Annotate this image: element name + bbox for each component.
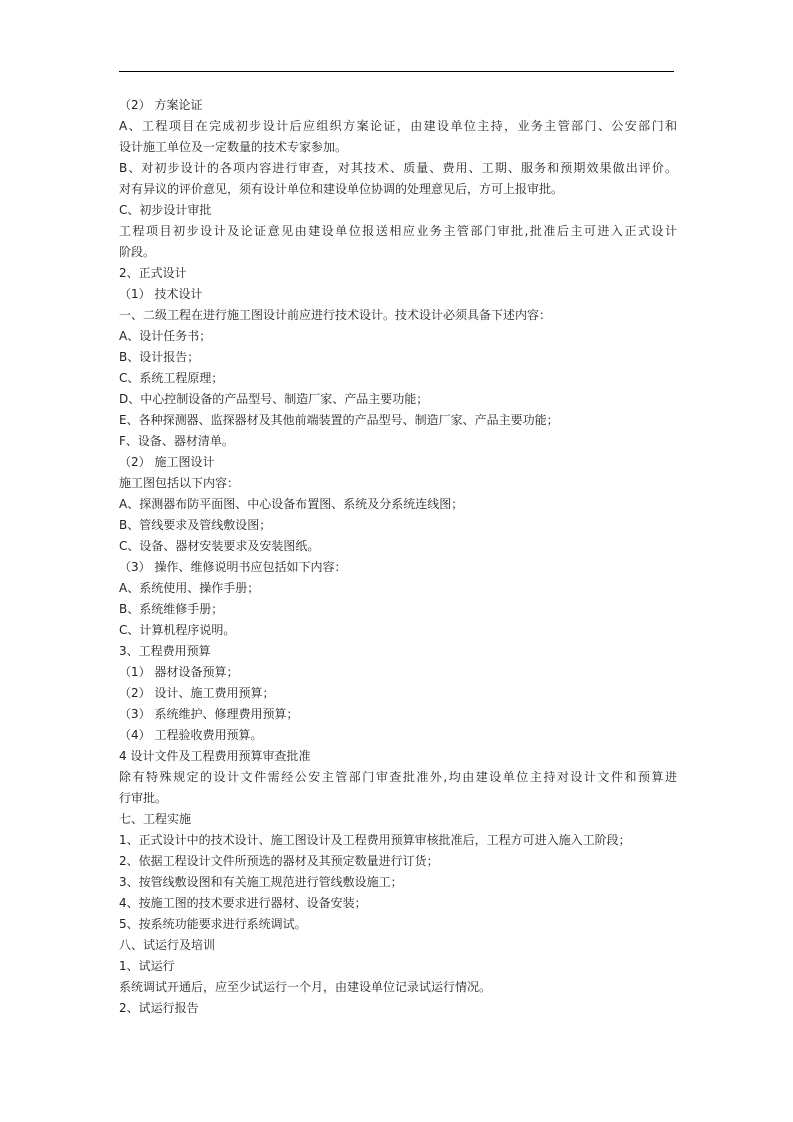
list-item: B、管线要求及管线敷设图； (119, 518, 272, 532)
list-item: B、设计报告； (119, 350, 200, 364)
header-rule (119, 71, 674, 72)
paragraph-line: 施工图包括以下内容： (119, 476, 240, 490)
list-item: 2、依据工程设计文件所预选的器材及其预定数量进行订货； (119, 854, 439, 868)
list-item: F、设备、器材清单。 (119, 434, 234, 448)
heading-manual: （3） 操作、维修说明书应包括如下内容： (119, 560, 347, 574)
heading-plan-review: （2） 方案论证 (119, 98, 203, 112)
paragraph-line: A、工程项目在完成初步设计后应组织方案论证，由建设单位主持，业务主管部门、公安部门和 (119, 119, 677, 133)
heading-construction-drawing: （2） 施工图设计 (119, 455, 215, 469)
heading-preliminary-approval: C、初步设计审批 (119, 203, 212, 217)
heading-technical-design: （1） 技术设计 (119, 287, 203, 301)
list-item: A、系统使用、操作手册； (119, 581, 260, 595)
list-item: （1） 器材设备预算； (119, 665, 239, 679)
list-item: 3、按管线敷设图和有关施工规范进行管线敷设施工； (119, 875, 403, 889)
paragraph-line: 行审批。 (119, 791, 168, 805)
list-item: C、计算机程序说明。 (119, 623, 236, 637)
paragraph-line: 除有特殊规定的设计文件需经公安主管部门审查批准外,均由建设单位主持对设计文件和预算进 (119, 770, 677, 784)
list-item: 5、按系统功能要求进行系统调试。 (119, 917, 307, 931)
heading-formal-design: 2、正式设计 (119, 266, 187, 280)
paragraph-line: B、对初步设计的各项内容进行审查，对其技术、质量、费用、工期、服务和预期效果做出评价。 (119, 161, 677, 175)
paragraph-line: 工程项目初步设计及论证意见由建设单位报送相应业务主管部门审批,批准后主可进入正式设计 (119, 224, 677, 238)
paragraph-line: 系统调试开通后，应至少试运行一个月，由建设单位记录试运行情况。 (119, 980, 492, 994)
heading-trial-report: 2、试运行报告 (119, 1001, 199, 1015)
list-item: （2） 设计、施工费用预算； (119, 686, 275, 700)
paragraph-line: 一、二级工程在进行施工图设计前应进行技术设计。技术设计必须具备下述内容： (119, 308, 552, 322)
document-body (119, 95, 677, 1019)
list-item: 1、正式设计中的技术设计、施工图设计及工程费用预算审核批准后，工程方可进入施入工阶段； (119, 833, 631, 847)
heading-trial-training: 八、试运行及培训 (119, 938, 216, 952)
list-item: A、探测器布防平面图、中心设备布置图、系统及分系统连线图； (119, 497, 464, 511)
list-item: C、设备、器材安装要求及安装图纸。 (119, 539, 320, 553)
heading-budget: 3、工程费用预算 (119, 644, 211, 658)
list-item: B、系统维修手册； (119, 602, 224, 616)
list-item: D、中心控制设备的产品型号、制造厂家、产品主要功能； (119, 392, 429, 406)
heading-implementation: 七、工程实施 (119, 812, 192, 826)
paragraph-line: 对有异议的评价意见，须有设计单位和建设单位协调的处理意见后，方可上报审批。 (119, 182, 564, 196)
list-item: E、各种探测器、监探器材及其他前端装置的产品型号、制造厂家、产品主要功能； (119, 413, 559, 427)
list-item: 4、按施工图的技术要求进行器材、设备安装； (119, 896, 367, 910)
list-item: （4） 工程验收费用预算。 (119, 728, 263, 742)
list-item: C、系统工程原理； (119, 371, 224, 385)
paragraph-line: 设计施工单位及一定数量的技术专家参加。 (119, 140, 348, 154)
heading-trial-run: 1、试运行 (119, 959, 175, 973)
paragraph-line: 阶段。 (119, 245, 156, 259)
list-item: （3） 系统维护、修理费用预算； (119, 707, 299, 721)
list-item: A、设计任务书； (119, 329, 212, 343)
heading-approval: 4 设计文件及工程费用预算审查批准 (119, 749, 311, 763)
